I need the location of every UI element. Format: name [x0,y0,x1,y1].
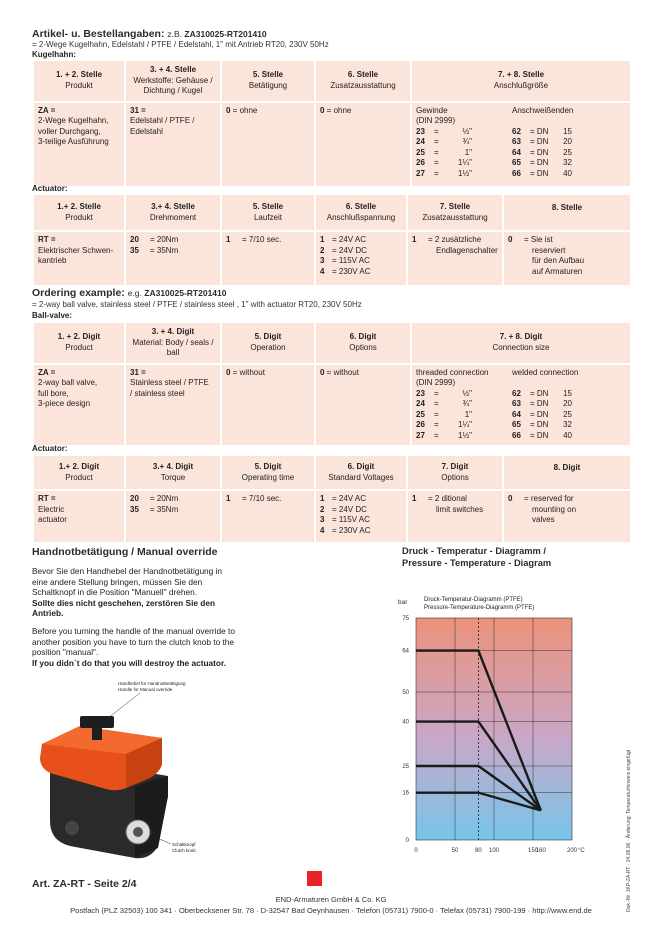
en-threaded-list: threaded connection (DIN 2999) 23 = ½" 24 = ¾" 25 = 1" 26 = 1¼" 27 = 1½" [416,368,512,442]
en-valve-label: Ball-valve: [32,311,73,320]
threaded-size-row: 25 = 1" [416,409,472,419]
de-valve-h2: 3. + 4. Stelle Werkstoffe: Gehäuse / Dichtung / Kugel [125,60,221,102]
chart-xlabel: °C [578,848,585,854]
threaded-size-row: 26 = 1¼" [416,420,472,429]
torque-row: 20 = 20Nm [130,235,179,244]
en-title: Ordering example: e.g. ZA310025-RT201410 [32,287,227,299]
callout-lever-en: Handle for Manual override [118,687,173,692]
callout-lever-de: Handhebel für Handnotbetätigung [118,681,186,686]
callout-knob-en: Clutch knob [172,848,196,853]
torque-row: 35 = 35Nm [130,245,179,255]
en-valve-h3: 5. Digit Operation [221,322,315,364]
welded-size-row: 62 = DN 15 [512,388,572,398]
chart-title: Druck-Temperatur-Diagramm (PTFE) [424,597,523,603]
en-valve-operation: 0 = without [221,364,315,446]
chart-ylabel: bar [398,599,408,606]
diagram-heading: Druck - Temperatur - Diagramm / Pressure - Temperature - Diagram [402,546,552,568]
de-actuator-table [32,193,632,287]
en-act-option: 1 = 2 ditional limit switches [407,490,503,543]
threaded-size-row: 24 = ¾" [416,399,472,408]
welded-size-row: 63 = DN 20 [512,399,572,408]
page-label: Art. ZA-RT - Seite 2/4 [32,878,137,890]
en-act-time: 1 = 7/10 sec. [221,490,315,543]
de-threaded-list: Gewinde (DIN 2999) 23 = ½" 24 = ¾" 25 = 1" 26 = 1¼" 27 = 1½" [416,106,512,180]
chart-x-tick: 200 [566,848,578,854]
manual-title: Handnotbetätigung / Manual override [32,546,218,558]
torque-row: 20 = 20Nm [130,494,179,503]
en-act-product: RT = Electric actuator [33,490,125,543]
voltage-row: 3 = 115V AC [320,256,370,265]
en-valve-h5: 7. + 8. Digit Connection size [411,322,631,364]
side-note: Dok.-Nr. 1KP-ZA-RT · 24.08.06 · Änderung: Temperaturhinweis eingefügt [626,749,632,912]
de-valve-table [32,59,632,188]
en-act-h2: 3.+ 4. Digit Torque [125,455,221,490]
en-actuator-label: Actuator: [32,444,68,453]
de-valve-option: 0 = ohne [315,102,411,187]
de-act-torque [125,231,221,286]
chart-y-tick: 64 [402,648,409,655]
threaded-size-row: 27 = 1½" [416,168,472,178]
de-act-h6: 8. Stelle [503,194,631,231]
de-act-h3: 5. Stelle Laufzeit [221,194,315,231]
de-act-h5: 7. Stelle Zusatzausstattung [407,194,503,231]
de-valve-size [411,102,631,187]
de-valve-product: ZA = 2-Wege Kugelhahn, voller Durchgang, 3-teilige Ausführung [33,102,125,187]
de-valve-label: Kugelhahn: [32,50,76,59]
welded-size-row: 66 = DN 40 [512,430,572,440]
de-act-time: 1 = 7/10 sec. [221,231,315,286]
en-act-8: 0 = reserved for mounting on valves [503,490,631,543]
de-act-h4: 6. Stelle Anschlußspannung [315,194,407,231]
de-valve-material: 31 = Edelstahl / PTFE / Edelstahl [125,102,221,187]
chart-y-tick: 50 [402,690,409,696]
voltage-row: 4 = 230V AC [320,525,371,535]
voltage-row: 1 = 24V AC [320,235,367,244]
chart-x-tick: 100 [488,848,500,854]
en-act-voltage [315,490,407,543]
welded-size-row: 62 = DN 15 [512,126,572,136]
chart-x-tick: 150 [527,848,539,854]
voltage-row: 2 = 24V DC [320,504,367,514]
en-valve-h1: 1. + 2. Digit Product [33,322,125,364]
chart-y-tick: 40 [402,719,409,726]
de-example-desc: = 2-Wege Kugelhahn, Edelstahl / PTFE / Edelstahl, 1" mit Antrieb RT20, 230V 50Hz [32,40,329,49]
chart-y-tick: 25 [402,764,409,770]
en-valve-h2: 3. + 4. Digit Material: Body / seals / ball [125,322,221,364]
en-valve-h4: 6. Digit Options [315,322,411,364]
welded-size-row: 64 = DN 25 [512,409,572,419]
manual-de-text: Bevor Sie den Handhebel der Handnotbetätigung in eine andere Stellung bringen, müssen Sie den Schaltknopf in die Position "Manuell" drehen. Sollte dies nicht geschehen, zerstören Sie den Antrieb. [32,566,223,619]
brand-red-square [307,871,322,886]
de-title: Artikel- u. Bestellangaben: z.B. ZA310025-RT201410 [32,28,267,40]
de-act-voltage [315,231,407,286]
de-act-product: RT = Elektrischer Schwen- kantrieb [33,231,125,286]
en-act-h1: 1.+ 2. Digit Product [33,455,125,490]
chart-x-tick: 0 [414,848,418,854]
de-act-h2: 3.+ 4. Stelle Drehmoment [125,194,221,231]
pressure-temperature-chart [392,592,592,858]
de-actuator-label: Actuator: [32,184,68,193]
threaded-size-row: 23 = ½" [416,126,472,136]
en-act-h5: 7. Digit Options [407,455,503,490]
voltage-row: 2 = 24V DC [320,245,367,255]
threaded-size-row: 24 = ¾" [416,137,472,146]
chart-x-tick: 80 [475,848,482,854]
en-valve-product: ZA = 2-way ball valve, full bore, 3-piece design [33,364,125,446]
voltage-row: 4 = 230V AC [320,266,371,276]
de-act-h1: 1.+ 2. Stelle Produkt [33,194,125,231]
threaded-size-row: 27 = 1½" [416,430,472,440]
de-valve-h4: 6. Stelle Zusatzausstattung [315,60,411,102]
footer-address: Postfach (PLZ 32503) 100 341 · Oberbecksener Str. 78 · D-32547 Bad Oeynhausen · Telefon (05731) 7900-0 · Telefax (05731) 7900-199 · http://www.end.de [70,906,592,915]
en-welded-list: welded connection 62 = DN 15 63 = DN 20 64 = DN 25 65 = DN 32 66 = DN 40 [512,368,626,442]
en-valve-table [32,321,632,447]
voltage-row: 1 = 24V AC [320,494,367,503]
chart-x-tick: 50 [451,848,459,854]
en-act-h3: 5. Digit Operating time [221,455,315,490]
en-example-desc: = 2-way ball valve, stainless steel / PTFE / stainless steel , 1" with actuator RT20, 230V 50Hz [32,300,362,309]
chart-x-tick: 160 [535,848,546,854]
welded-size-row: 66 = DN 40 [512,168,572,178]
de-valve-h5: 7. + 8. Stelle Anschlußgröße [411,60,631,102]
en-valve-material: 31 = Stainless steel / PTFE / stainless steel [125,364,221,446]
en-actuator-table [32,454,632,544]
threaded-size-row: 25 = 1" [416,147,472,157]
welded-size-row: 63 = DN 20 [512,137,572,146]
callout-knob-de: Schaltknopf [172,842,196,847]
chart-y-tick: 0 [405,838,409,844]
actuator-illustration [30,676,260,866]
en-act-torque [125,490,221,543]
threaded-size-row: 26 = 1¼" [416,158,472,167]
chart-y-tick: 75 [402,616,409,622]
en-act-h6: 8. Digit [503,455,631,490]
chart-y-tick: 16 [402,790,409,797]
welded-size-row: 65 = DN 32 [512,158,572,167]
de-valve-operation: 0 = ohne [221,102,315,187]
threaded-size-row: 23 = ½" [416,388,472,398]
chart-subtitle: Pressure-Temperature-Diagramm (PTFE) [424,605,535,611]
en-valve-size [411,364,631,446]
de-act-8: 0 = Sie ist reserviert für den Aufbau auf Armaturen [503,231,631,286]
de-valve-h1: 1. + 2. Stelle Produkt [33,60,125,102]
torque-row: 35 = 35Nm [130,504,179,514]
welded-size-row: 64 = DN 25 [512,147,572,157]
voltage-row: 3 = 115V AC [320,515,370,524]
footer-company: END-Armaturen GmbH & Co. KG [275,895,387,904]
en-valve-option: 0 = without [315,364,411,446]
de-welded-list: Anschweißenden 62 = DN 15 63 = DN 20 64 = DN 25 65 = DN 32 66 = DN 40 [512,106,626,180]
manual-en-text: Before you turning the handle of the manual override to another position you have to turn the clutch knob to the position "manual". If you didn´t do that you will destroy the actuator. [32,626,235,668]
de-valve-h3: 5. Stelle Betätigung [221,60,315,102]
en-act-h4: 6. Digit Standard Voltages [315,455,407,490]
de-act-option: 1 = 2 zusätzliche Endlagenschalter [407,231,503,286]
welded-size-row: 65 = DN 32 [512,420,572,429]
